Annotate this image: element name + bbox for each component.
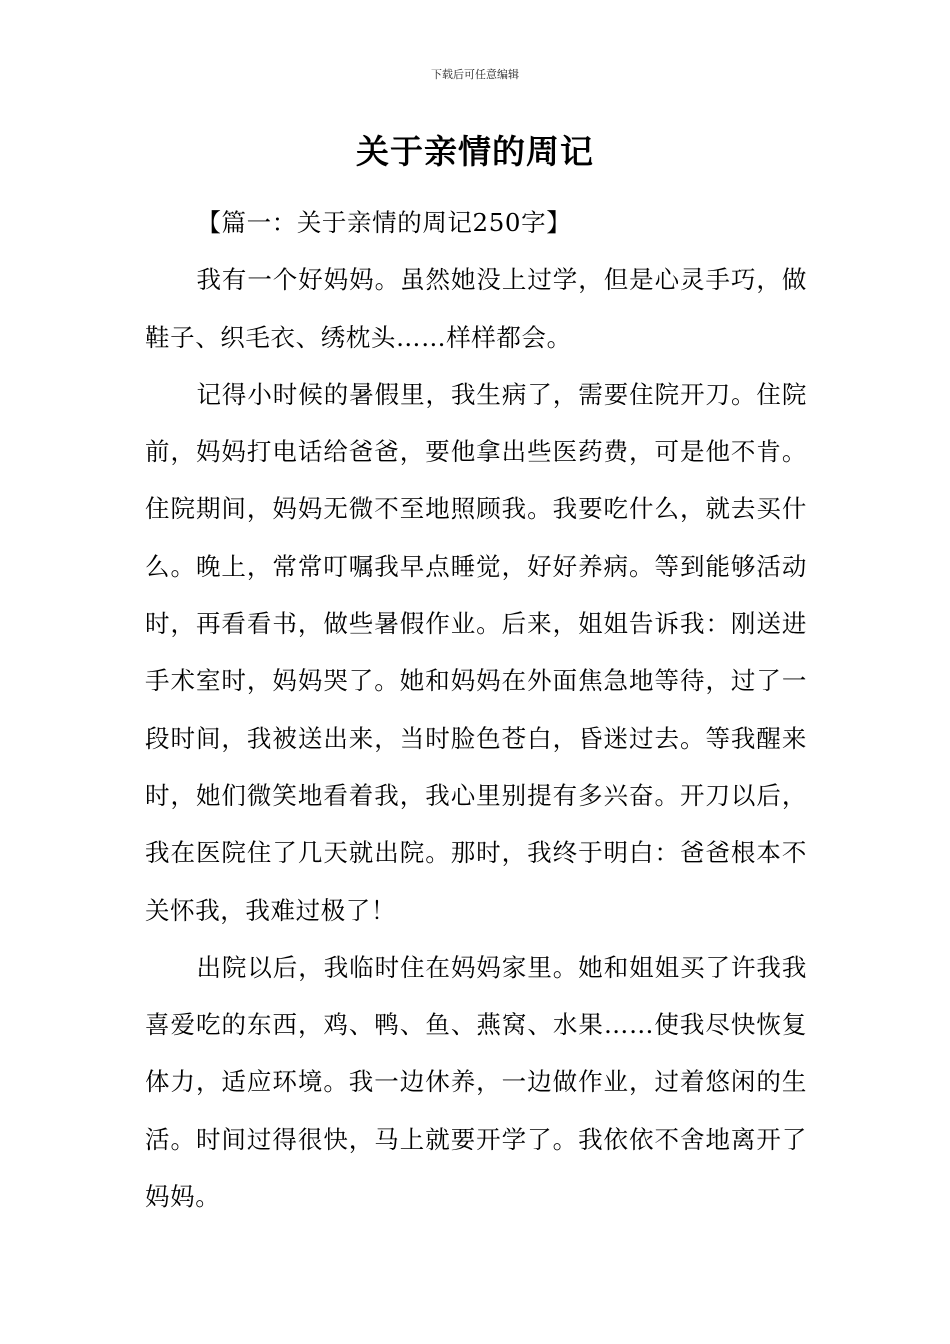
- paragraph: 出院以后，我临时住在妈妈家里。她和姐姐买了许我我喜爱吃的东西，鸡、鸭、鱼、燕窝、水果……使我尽快恢复体力，适应环境。我一边休养，一边做作业，过着悠闲的生活。时间过得很快，马上就要开学了。我依依不舍地离开了妈妈。: [145, 952, 807, 1212]
- section-heading: 【篇一：关于亲情的周记250字】: [196, 208, 572, 237]
- paragraph: 我有一个好妈妈。虽然她没上过学，但是心灵手巧，做鞋子、织毛衣、绣枕头……样样都会。: [145, 265, 807, 352]
- paragraph: 记得小时候的暑假里，我生病了，需要住院开刀。住院前，妈妈打电话给爸爸，要他拿出些医药费，可是他不肯。住院期间，妈妈无微不至地照顾我。我要吃什么，就去买什么。晚上，常常叮嘱我早点睡觉，好好养病。等到能够活动时，再看看书，做些暑假作业。后来，姐姐告诉我：刚送进手术室时，妈妈哭了。她和妈妈在外面焦急地等待，过了一段时间，我被送出来，当时脸色苍白，昏迷过去。等我醒来时，她们微笑地看着我，我心里别提有多兴奋。开刀以后，我在医院住了几天就出院。那时，我终于明白：爸爸根本不关怀我，我难过极了！: [145, 379, 807, 925]
- header-note: 下载后可任意编辑: [431, 68, 519, 81]
- document-title: 关于亲情的周记: [356, 132, 594, 171]
- document-body: [145, 194, 807, 1225]
